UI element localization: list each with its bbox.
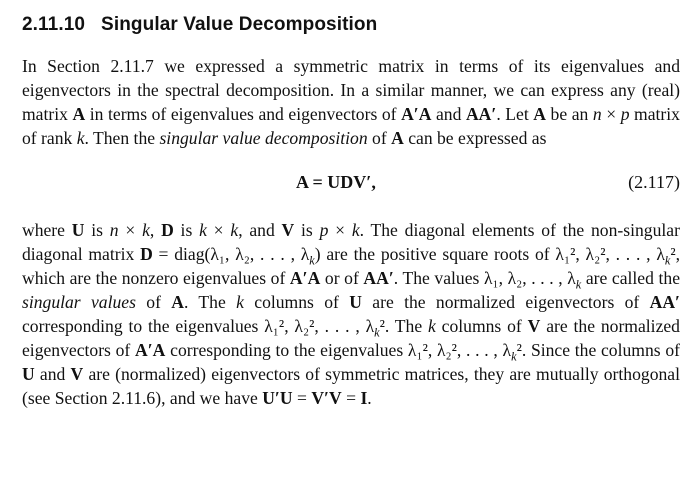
paragraph2-run: k xyxy=(199,220,207,240)
paragraph2-run: corresponding to the eigenvalues λ₁², λ₂², . . . , λ xyxy=(22,316,375,336)
paragraph2-run: ². Since the columns of xyxy=(516,340,681,360)
paragraph1-run: × xyxy=(601,104,621,124)
section-heading xyxy=(22,14,680,36)
paragraph2-run: are (normalized) eigenvectors of symmetric matrices, they are mutually orthogonal (see Section 2.11.6), and we have xyxy=(22,364,680,408)
paragraph2-run: = diag(λ₁, λ₂, . . . , λ xyxy=(152,244,310,264)
paragraph1-run: A′A xyxy=(401,104,432,124)
paragraph2-run: A xyxy=(171,292,184,312)
paragraph2-run: columns of xyxy=(435,316,528,336)
paragraph2-run: k xyxy=(664,253,671,268)
paragraph2-run: AA′ xyxy=(363,268,394,288)
paragraph2-run: ², which are the nonzero eigenvalues of xyxy=(22,244,681,288)
paragraph2-run: of xyxy=(135,292,172,312)
paragraph1-run: n xyxy=(592,104,602,124)
paragraph2-run: k xyxy=(142,220,150,240)
paragraph2-run: V xyxy=(281,220,295,240)
paragraph2-run: k xyxy=(428,316,436,336)
equation xyxy=(296,172,376,193)
paragraph2-run: singular values xyxy=(22,292,136,312)
paragraph2-run: A′A xyxy=(289,268,321,288)
paragraph1-run: be an xyxy=(546,104,593,124)
paragraph2-run: is xyxy=(173,220,200,240)
paragraph2-run: columns of xyxy=(243,292,350,312)
paragraph2-run: are the normalized eigenvectors of xyxy=(361,292,650,312)
paragraph2-run: A′A xyxy=(135,340,166,360)
paragraph2-run: and xyxy=(34,364,71,384)
paragraph2-run: k xyxy=(230,220,239,240)
paragraph2-run: U xyxy=(349,292,362,312)
paragraph2-run: , and xyxy=(238,220,282,240)
paragraph1-run: k xyxy=(76,128,85,148)
paragraph2-run: k xyxy=(309,253,315,268)
paragraph2-run: I xyxy=(360,388,368,408)
paragraph2-run: or of xyxy=(320,268,364,288)
page xyxy=(22,14,680,410)
equation-row xyxy=(22,172,680,198)
paragraph2-run: D xyxy=(161,220,174,240)
paragraph1-run: in terms of eigenvalues and eigenvectors of xyxy=(85,104,402,124)
paragraph2-run: V xyxy=(70,364,84,384)
paragraph1-run: AA′ xyxy=(465,104,497,124)
paragraph2-run: U xyxy=(22,364,35,384)
section-title: Singular Value Decomposition xyxy=(101,14,378,35)
paragraph2-run: p xyxy=(319,220,329,240)
paragraph2-run: = xyxy=(341,388,361,408)
paragraph2-run: V′V xyxy=(311,388,342,408)
paragraph2-run: . The diagonal elements of the non-singular diagonal matrix xyxy=(22,220,680,264)
paragraph1-run: A xyxy=(72,104,86,124)
paragraph1-run: . Then the xyxy=(84,128,160,148)
paragraph2-run: = xyxy=(292,388,312,408)
paragraph2-run: U′U xyxy=(262,388,293,408)
paragraph2-run: is xyxy=(84,220,110,240)
paragraph2-run: are the normalized eigenvectors of xyxy=(22,316,680,360)
paragraph1-run: singular value decomposition xyxy=(159,128,368,148)
paragraph2-run: × xyxy=(118,220,143,240)
paragraph2-run: k xyxy=(351,220,360,240)
paragraph2-run: × xyxy=(328,220,352,240)
equation-number: (2.117) xyxy=(628,172,680,192)
paragraph2-run: k xyxy=(575,277,582,292)
paragraph-intro xyxy=(22,54,680,150)
paragraph2-run: , xyxy=(149,220,162,240)
paragraph1-run: In Section 2.11.7 we expressed a symmetric matrix in terms of its eigenvalues and eigenvectors in the spectral decomposition. In a similar manner, we can express any (real) matrix xyxy=(22,56,680,124)
paragraph2-run: is xyxy=(294,220,320,240)
paragraph-explanation xyxy=(22,218,680,410)
paragraph1-run: of xyxy=(367,128,392,148)
paragraph2-run: × xyxy=(206,220,231,240)
paragraph2-run: ) are the positive square roots of λ₁², λ₂², . . . , λ xyxy=(314,244,665,264)
equation-text: A = UDV′, xyxy=(296,172,376,192)
paragraph2-run: where xyxy=(22,220,72,240)
paragraph2-run: corresponding to the eigenvalues λ₁², λ₂², . . . , λ xyxy=(165,340,512,360)
section-number: 2.11.10 xyxy=(22,14,86,35)
paragraph1-run: matrix of rank xyxy=(22,104,680,148)
paragraph2-run: k xyxy=(511,349,517,364)
paragraph2-run: k xyxy=(236,292,244,312)
paragraph1-run: . Let xyxy=(496,104,534,124)
paragraph2-run: V xyxy=(527,316,541,336)
paragraph2-run: U xyxy=(71,220,85,240)
paragraph2-run: D xyxy=(140,244,153,264)
paragraph2-run: k xyxy=(374,325,380,340)
paragraph2-run: . The values λ₁, λ₂, . . . , λ xyxy=(393,268,576,288)
paragraph1-run: and xyxy=(431,104,466,124)
paragraph2-run: are called the xyxy=(581,268,681,288)
paragraph1-run: can be expressed as xyxy=(403,128,547,148)
paragraph2-run: n xyxy=(109,220,119,240)
paragraph2-run: . The xyxy=(184,292,237,312)
paragraph1-run: p xyxy=(620,104,630,124)
paragraph2-run: ². The xyxy=(379,316,428,336)
paragraph2-run: . xyxy=(367,388,372,408)
paragraph2-run: AA′ xyxy=(649,292,680,312)
paragraph1-run: A xyxy=(391,128,404,148)
paragraph1-run: A xyxy=(533,104,546,124)
